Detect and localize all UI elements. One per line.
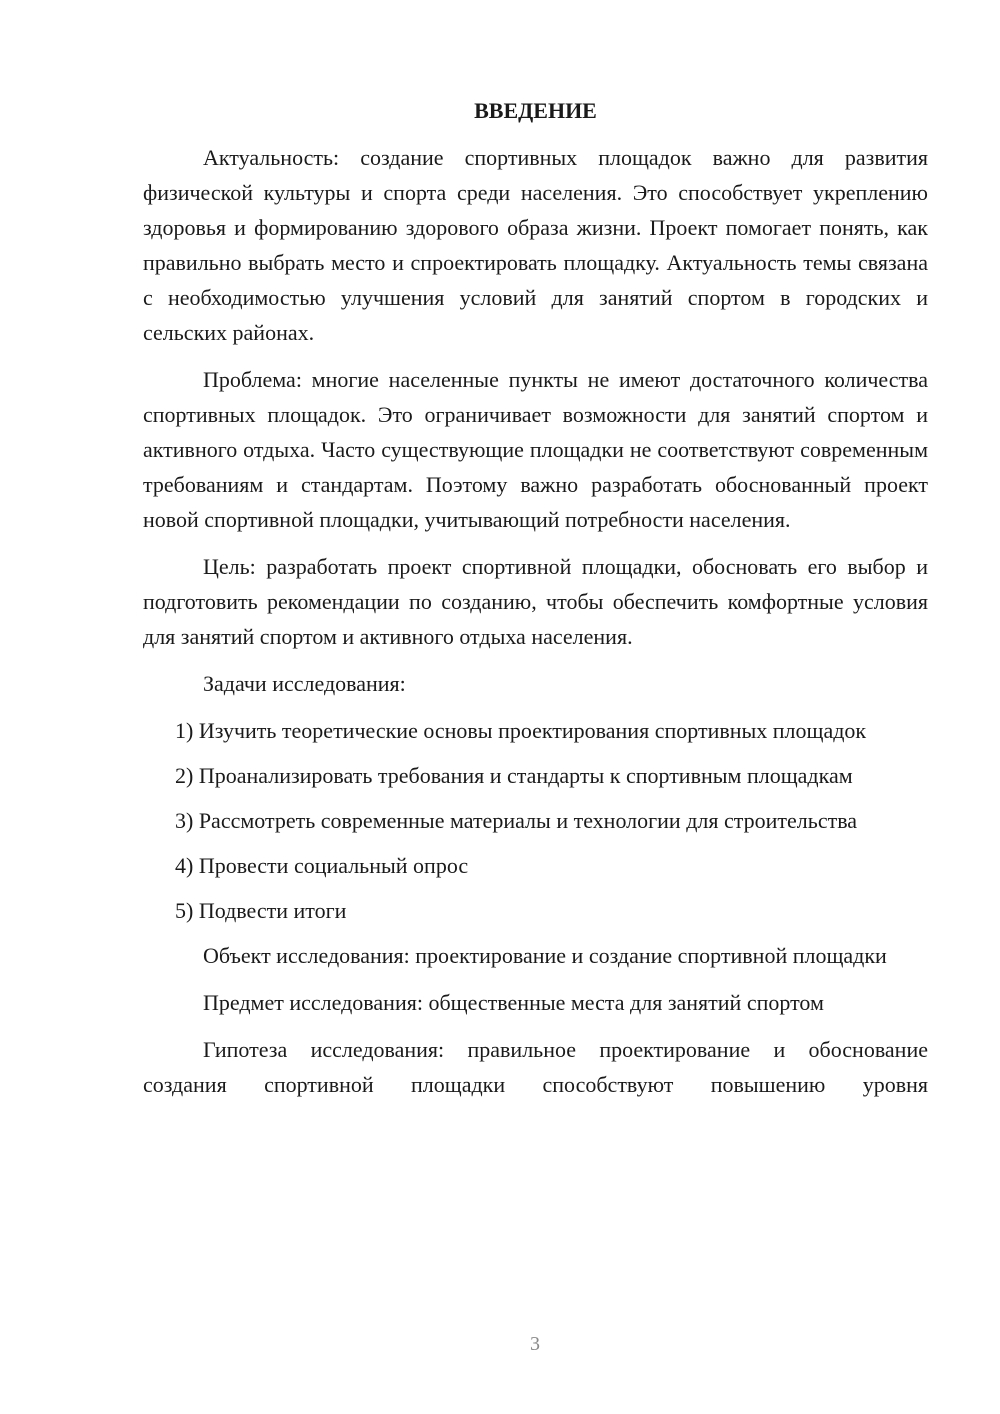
task-item-3: 3) Рассмотреть современные материалы и технологии для строительства <box>175 808 858 833</box>
paragraph-goal: Цель: разработать проект спортивной площадки, обосновать его выбор и подготовить рекомендации по созданию, чтобы обеспечить комфортные условия для занятий спортом и активного отдыха населения. <box>143 554 928 649</box>
paragraph-relevance: Актуальность: создание спортивных площадок важно для развития физической культуры и спорта среди населения. Это способствует укреплению здоровья и формированию здорового образа жизни. Проект помогает понять, как правильно выбрать место и спроектировать площадку. Актуальность темы связана с необходимостью улучшения условий для занятий спортом в городских и сельских районах. <box>143 145 928 345</box>
page-number: 3 <box>530 1333 540 1355</box>
section-title: ВВЕДЕНИЕ <box>474 98 597 123</box>
document-page <box>143 96 928 1102</box>
paragraph-hypothesis: Гипотеза исследования: правильное проектирование и обоснование создания спортивной площадки способствуют повышению уровня <box>143 1037 928 1097</box>
paragraph-subject: Предмет исследования: общественные места для занятий спортом <box>203 990 824 1015</box>
paragraph-object: Объект исследования: проектирование и создание спортивной площадки <box>203 943 887 968</box>
task-item-1: 1) Изучить теоретические основы проектирования спортивных площадок <box>175 718 867 743</box>
paragraph-problem: Проблема: многие населенные пункты не имеют достаточного количества спортивных площадок. Это ограничивает возможности для занятий спортом и активного отдыха. Часто существующие площадки не соответствуют современным требованиям и стандартам. Поэтому важно разработать обоснованный проект новой спортивной площадки, учитывающий потребности населения. <box>143 367 928 532</box>
tasks-heading: Задачи исследования: <box>203 671 406 696</box>
task-item-4: 4) Провести социальный опрос <box>175 853 469 878</box>
task-item-5: 5) Подвести итоги <box>175 898 347 923</box>
task-item-2: 2) Проанализировать требования и стандарты к спортивным площадкам <box>175 763 853 788</box>
